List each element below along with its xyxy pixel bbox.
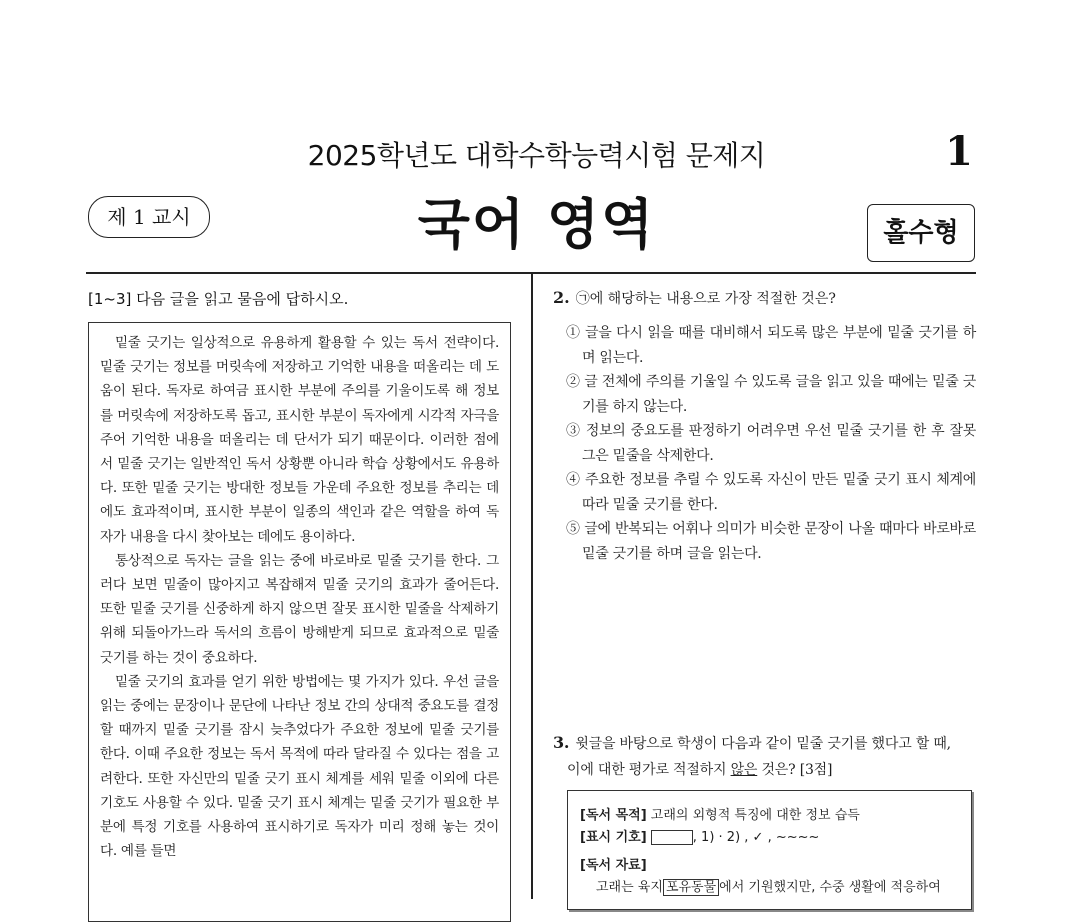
answer-option[interactable]: ③ 정보의 중요도를 판정하기 어려우면 우선 밑줄 긋기를 한 후 잘못 그은 밑줄을 삭제한다. [566,423,976,464]
reading-passage [88,322,511,922]
exam-title: 2025학년도 대학수학능력시험 문제지 [307,139,766,172]
purpose-text: 고래의 외형적 특징에 대한 정보 습득 [650,808,860,823]
answer-option[interactable]: ① 글을 다시 읽을 때를 대비해서 되도록 많은 부분에 밑줄 긋기를 하며 읽는다. [566,325,976,366]
material-label: [독서 자료] [580,858,647,873]
section-instruction: [1~3] 다음 글을 읽고 물음에 답하시오. [88,290,349,308]
symbols-text: , 1) · 2) , ✓ , ~~~~ [692,830,820,845]
question-2-options [566,321,976,566]
question-stem: 윗글을 바탕으로 학생이 다음과 같이 밑줄 긋기를 했다고 할 때, [575,736,951,752]
emphasis-underline: 않은 [730,762,758,778]
boxed-term: 포유동물 [663,879,719,896]
material-text-cont: 에서 기원했지만, 수중 생활에 적응하여 [719,880,941,895]
subject-title: 국어 영역 [417,193,656,256]
question-stem-end: 것은? [3점] [757,762,833,778]
question-stem: ㉠에 해당하는 내용으로 가장 적절한 것은? [575,291,836,307]
answer-option[interactable]: ④ 주요한 정보를 추릴 수 있도록 자신이 만든 밑줄 긋기 표시 체계에 따라 밑줄 긋기를 한다. [566,472,976,513]
material-text: 고래는 육지 [596,880,663,895]
exam-type-badge: 홀수형 [867,204,975,262]
answer-option[interactable]: ② 글 전체에 주의를 기울일 수 있도록 글을 읽고 있을 때에는 밑줄 긋기를 하지 않는다. [566,374,976,415]
question-number: 3. [553,733,570,752]
session-badge: 제 1 교시 [88,196,210,238]
page-number: 1 [945,128,973,175]
passage-paragraph: 밑줄 긋기는 일상적으로 유용하게 활용할 수 있는 독서 전략이다. 밑줄 긋기는 정보를 머릿속에 저장하고 기억한 내용을 떠올리는 데 도움이 된다. 독자로 하여금 표시한 부분에 주의를 기울이도록 해 정보를 머릿속에 저장하도록 돕고, 표시한 부분이 독자에게 시각적 자극을 주어 기억한 내용을 떠올리는 데 단서가 되기 때문이다. 이러한 점에서 밑줄 긋기는 일반적인 독서 상황뿐 아니라 학습 상황에서도 유용하다. 또한 밑줄 긋기는 방대한 정보들 가운데 주요한 정보를 추리는 데에도 효과적이며, 표시한 부분이 일종의 색인과 같은 역할을 하여 독자가 내용을 다시 찾아보는 데에도 용이하다. [100,335,499,545]
purpose-label: [독서 목적] [580,808,647,823]
student-notes-box [567,790,972,910]
question-2 [553,288,973,308]
passage-paragraph: 밑줄 긋기의 효과를 얻기 위한 방법에는 몇 가지가 있다. 우선 글을 읽는 중에는 문장이나 문단에 나타난 정보 간의 상대적 중요도를 결정할 때까지 밑줄 긋기를 잠시 늦추었다가 주요한 정보에 밑줄 긋기를 한다. 이때 주요한 정보는 독서 목적에 따라 달라질 수 있다는 점을 고려한다. 또한 자신만의 밑줄 긋기 표시 체계를 세워 밑줄 이외에 다른 기호도 사용할 수 있다. 밑줄 긋기 표시 체계는 밑줄 긋기가 필요한 부분에 특정 기호를 사용하여 표시하기로 독자가 미리 정해 놓는 것이다. 예를 들면 [100,673,499,860]
answer-option[interactable]: ⑤ 글에 반복되는 어휘나 의미가 비슷한 문장이 나올 때마다 바로바로 밑줄 긋기를 하며 글을 읽는다. [566,521,976,562]
box-symbol [651,830,693,845]
question-stem-cont: 이에 대한 평가로 적절하지 [567,762,731,778]
question-number: 2. [553,288,570,307]
question-3 [553,730,977,783]
column-divider [531,274,533,899]
passage-paragraph: 통상적으로 독자는 글을 읽는 중에 바로바로 밑줄 긋기를 한다. 그러다 보면 밑줄이 많아지고 복잡해져 밑줄 긋기의 효과가 줄어든다. 또한 밑줄 긋기를 신중하게 하지 않으면 잘못 표시한 밑줄을 삭제하기 위해 되돌아가느라 독서의 흐름이 방해받게 되므로 효과적으로 밑줄 긋기를 하는 것이 중요하다. [100,552,499,666]
symbols-label: [표시 기호] [580,830,647,845]
